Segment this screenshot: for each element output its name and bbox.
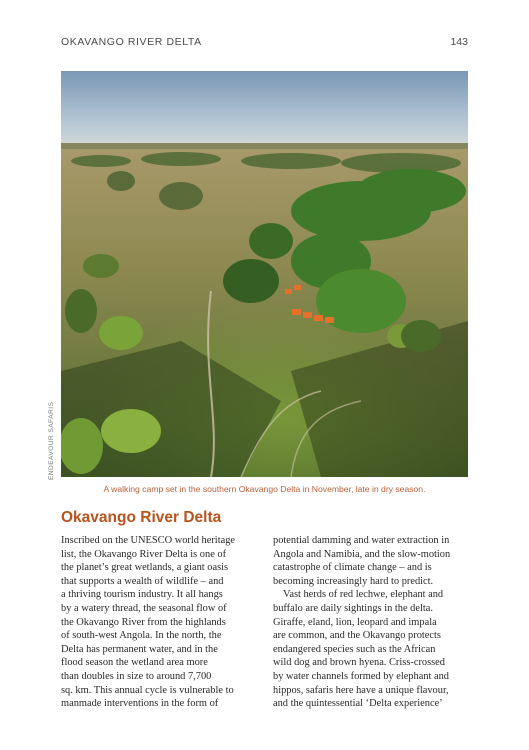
text-line: wild dog and brown hyena. Criss-crossed (273, 657, 445, 669)
text-line: Giraffe, eland, lion, leopard and impala (273, 616, 437, 628)
text-line: sq. km. This annual cycle is vulnerable to (61, 684, 234, 696)
page-number: 143 (450, 36, 468, 48)
text-line: the planet’s great wetlands, a giant oasis (61, 562, 229, 574)
text-line: buffalo are daily sightings in the delta. (273, 602, 433, 614)
text-line: list, the Okavango River Delta is one of (61, 548, 227, 560)
delta-camp-photo (61, 71, 468, 477)
text-line: becoming increasingly hard to predict. (273, 575, 434, 587)
text-line: manmade interventions in the form of (61, 698, 219, 710)
text-line: a thriving tourism industry. It all hangs (61, 589, 223, 601)
text-line: the Okavango River from the highlands (61, 616, 226, 628)
text-line: of south-west Angola. In the north, the (61, 630, 222, 642)
paragraph (273, 534, 463, 711)
text-line: catastrophe of climate change – and is (273, 562, 432, 574)
text-line: potential damming and water extraction in (273, 535, 450, 546)
text-line: Inscribed on the UNESCO world heritage (61, 535, 236, 546)
text-line: flood season the wetland area more (61, 657, 208, 669)
text-line: Vast herds of red lechwe, elephant and (283, 589, 444, 601)
body-column-right (273, 534, 463, 711)
body-column-left (61, 534, 251, 711)
text-line: by a watery thread, the seasonal flow of (61, 602, 227, 614)
text-line: by water channels formed by elephant and (273, 670, 449, 682)
paragraph (61, 534, 251, 711)
section-title: Okavango River Delta (61, 509, 222, 526)
text-line: hippos, safaris here have a unique flavour, (273, 684, 449, 696)
text-line: endangered species such as the African (273, 643, 436, 655)
photo-credit: ENDEAVOUR SAFARIS (48, 401, 55, 480)
text-line: Angola and Namibia, and the slow-motion (273, 548, 451, 560)
running-head-title: OKAVANGO RIVER DELTA (61, 36, 202, 48)
text-line: that supports a wealth of wildlife – and (61, 575, 224, 587)
photo-caption: A walking camp set in the southern Okavango Delta in November, late in dry season. (103, 484, 426, 494)
text-line: than doubles in size to around 7,700 (61, 670, 212, 682)
text-line: Delta has permanent water, and in the (61, 643, 218, 655)
text-line: are common, and the Okavango protects (273, 630, 441, 642)
text-line: and the quintessential ‘Delta experience’ (273, 698, 443, 710)
